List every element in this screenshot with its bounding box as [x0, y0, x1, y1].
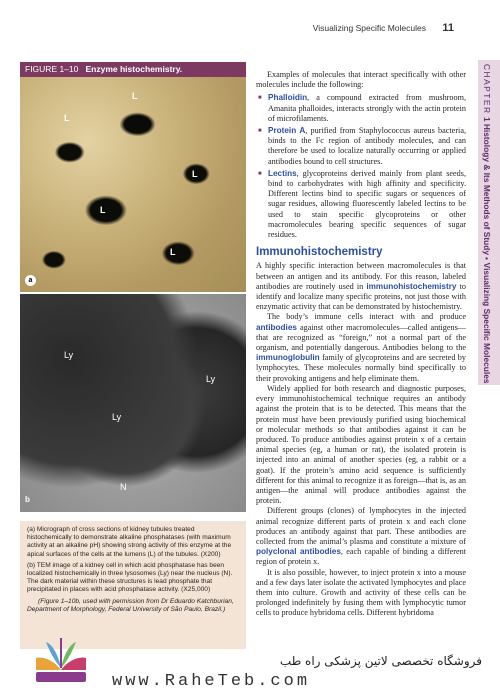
- section-heading: Immunohistochemistry: [256, 246, 383, 259]
- caption-a: (a) Micrograph of cross sections of kidney tubules treated histochemically to demonstrate alkaline phosphatases (with maximum activity at an alkaline pH) showing strong activity of this enzyme at the apical surfaces of the cells at the lumens (L) of the tubules. (X200): [27, 526, 232, 558]
- lysosome-label: Ly: [64, 350, 74, 360]
- keyword: polyclonal antibodies: [256, 547, 341, 557]
- keyword: immunohistochemistry: [366, 281, 457, 291]
- term-lectins: Lectins: [268, 168, 297, 178]
- intro-paragraph: Examples of molecules that interact specifically with other molecules include the following:: [256, 70, 466, 90]
- term-protein-a: Protein A: [268, 126, 306, 136]
- body-text-column: [256, 70, 466, 619]
- nucleus-label: N: [120, 482, 127, 492]
- list-item: [256, 126, 466, 167]
- watermark-text: فروشگاه تخصصی لاتین پزشکی راه طب: [279, 654, 482, 668]
- lumen-label: L: [64, 113, 70, 123]
- lumen-label: L: [192, 169, 198, 179]
- caption-b: (b) TEM image of a kidney cell in which acid phosphatase has been localized histochemically in three lysosomes (Ly) near the nucleus (N). The dark material within these structures is lead phosphate that precipitated in places with acid phosphatase activity. (X25,000): [27, 561, 233, 594]
- page-number: 11: [442, 22, 454, 34]
- book-logo-icon: [30, 630, 92, 692]
- chapter-side-tab: [478, 60, 500, 385]
- paragraph: [256, 312, 466, 383]
- lumen-label: L: [132, 91, 138, 101]
- molecule-list: [256, 93, 466, 240]
- running-header: [313, 22, 454, 34]
- keyword: antibodies: [256, 322, 297, 332]
- paragraph-text: , each capable of binding a different region of protein x.: [256, 547, 466, 567]
- list-item-text: , a compound extracted from mushroom, Amanita phalloides, interacts strongly with the actin protein of microfilaments.: [268, 93, 466, 123]
- term-phalloidin: Phalloidin: [268, 93, 308, 103]
- lysosome-label: Ly: [206, 374, 216, 384]
- panel-a-letter: a: [25, 275, 36, 286]
- running-title: Visualizing Specific Molecules: [312, 23, 426, 33]
- keyword: immunoglobulin: [256, 353, 320, 363]
- lumen-label: L: [170, 247, 176, 257]
- figure-title: [20, 62, 246, 77]
- micrograph-a: [20, 77, 246, 292]
- watermark-url: www.RaheTeb.com: [112, 672, 311, 691]
- paragraph: [256, 506, 466, 567]
- paragraph: It is also possible, however, to inject protein x into a mouse and a few days later isolate the activated lymphocytes and place them into culture. Growth and activity of these cells can be prolonged indefinitely by fusing them with lymphocytic tumor cells to produce hybridoma cells. Different hybridoma: [256, 567, 466, 618]
- chapter-title: Histology & Its Methods of Study: [482, 123, 492, 256]
- section-title: Visualizing Specific Molecules: [482, 262, 492, 384]
- paragraph-text: family of glycoproteins and are secreted by lymphocytes. These molecules normally bind specifically to their provoking antigens and help eliminate them.: [256, 353, 466, 383]
- paragraph-text: to identify and localize many specific proteins, not just those with enzymatic activity that can be demonstrated by histochemistry.: [256, 281, 466, 312]
- panel-b-letter: b: [25, 495, 30, 504]
- separator: •: [482, 257, 492, 261]
- paragraph: [256, 261, 466, 312]
- paragraph-text: Different groups (clones) of lymphocytes in the injected animal recognize different parts of protein x and each clone produces an antibody against that part. These antibodies are collected from the animal’s plasma and constitute a mixture of: [256, 506, 466, 546]
- list-item-text: , glycoproteins derived mainly from plant seeds, bind to carbohydrates with high affinity and specificity. Different lectins bind to specific sugars or sequences of sugar residues, allowing fluorescently labeled lectins to be used to stain specific glycoproteins or other macromolecules bearing specific sequences of sugar residues.: [268, 168, 466, 240]
- list-item: [256, 169, 466, 240]
- chapter-label: CHAPTER: [482, 64, 492, 115]
- list-item: [256, 93, 466, 124]
- paragraph: Widely applied for both research and diagnostic purposes, every immunohistochemical technique requires an antibody against the protein that is to be detected. This means that the protein must have been previously purified using biochemical or molecular methods so that antibodies against it can be produced. To produce antibodies against protein x of a certain animal species (eg, a human or rat), the isolated protein is injected into an animal of another species (eg, a rabbit or a goat). If the protein’s amino acid sequence is sufficiently different for this animal to recognize it as foreign—that is, as an antigen—the animal will produce antibodies against the protein.: [256, 383, 466, 506]
- caption-credit: (Figure 1–10b, used with permission from Dr Eduardo Katchburian, Department of Morphology, Federal University of São Paulo, Brazil.): [27, 597, 234, 613]
- lumen-label: L: [100, 205, 106, 215]
- chapter-number: 1: [482, 116, 492, 122]
- list-item-text: , purified from Staphylococcus aureus bacteria, binds to the Fc region of antibody molecules, and can therefore be used to localize naturally occurring or applied antibodies bound to cell structures.: [268, 126, 467, 166]
- paragraph-text: A highly specific interaction between macromolecules is that between an antigen and its antibody. For this reason, labeled antibodies are routinely used in: [256, 261, 466, 291]
- paragraph-text: The body’s immune cells interact with and produce: [267, 312, 466, 322]
- paragraph-text: against other macromolecules—called antigens—that are recognized as “foreign,” not a normal part of the organism, and potentially dangerous. Antibodies belong to the: [256, 322, 466, 353]
- micrograph-b: [20, 294, 246, 512]
- lysosome-label: Ly: [112, 412, 122, 422]
- chapter-side-tab-text: [482, 64, 492, 384]
- figure-number: FIGURE 1–10: [25, 64, 79, 74]
- figure-title-text: Enzyme histochemistry.: [85, 64, 183, 74]
